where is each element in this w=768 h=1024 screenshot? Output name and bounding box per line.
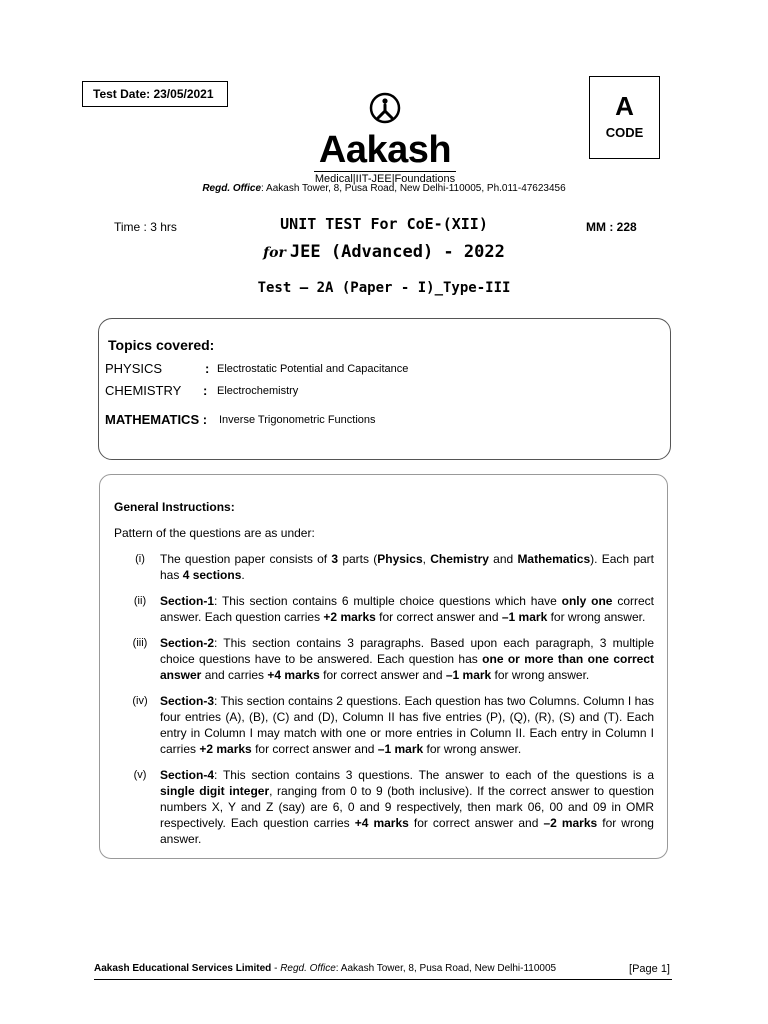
aakash-logo	[310, 92, 460, 185]
test-date: Test Date: 23/05/2021	[82, 81, 228, 107]
exam-title: UNIT TEST For CoE-(XII)	[280, 215, 488, 233]
office-address: : Aakash Tower, 8, Pusa Road, New Delhi-110005, Ph.011-47623456	[261, 183, 566, 194]
item-text: Section-3: This section contains 2 questions. Each question has two Columns. Column I has four entries (A), (B), (C) and (D), Column II has five entries (P), (Q), (R), (S) and (T). Each entry in Column I may match with one or more entries in Column II. Each entry in Column I carries +2 marks for correct answer and –1 mark for wrong answer.	[160, 694, 654, 756]
item-number: (i)	[135, 553, 145, 565]
exam-target: JEE (Advanced) - 2022	[289, 242, 505, 262]
for-word: for	[263, 245, 286, 261]
item-number: (iv)	[132, 695, 148, 707]
brand-name: Aakash	[318, 129, 452, 171]
item-number: (iii)	[132, 637, 148, 649]
footer-office-address: : Aakash Tower, 8, Pusa Road, New Delhi-110005	[335, 963, 557, 974]
paper-code-box	[589, 76, 660, 159]
pattern-line: Pattern of the questions are as under:	[114, 526, 315, 540]
registered-office	[0, 183, 768, 194]
test-name: Test – 2A (Paper - I)_Type-III	[257, 280, 511, 296]
topics-box	[98, 318, 671, 460]
footer-separator: -	[271, 963, 281, 974]
max-marks: MM : 228	[586, 220, 637, 234]
topic-chemistry: Electrochemistry	[217, 385, 299, 397]
footer-office-label: Regd. Office	[280, 963, 336, 974]
item-text: Section-1: This section contains 6 multiple choice questions which have only one correct answer. Each question carries +2 marks for correct answer and –1 mark for wrong answer.	[160, 594, 654, 624]
exam-subtitle	[0, 242, 768, 262]
page-number: [Page 1]	[629, 963, 670, 975]
topics-heading: Topics covered:	[108, 337, 215, 353]
topic-row-physics	[105, 361, 409, 376]
item-text: Section-4: This section contains 3 questions. The answer to each of the questions is a single digit integer, ranging from 0 to 9 (both inclusive). If the correct answer to question numbers X, Y and Z (say) are 6, 0 and 9 respectively, then mark 06, 00 and 09 in OMR respectively. Each question carries +4 marks for correct answer and –2 marks for wrong answer.	[160, 768, 654, 846]
item-number: (v)	[133, 769, 147, 781]
aakash-emblem-icon	[369, 92, 401, 124]
item-number: (ii)	[133, 595, 147, 607]
colon: :	[205, 361, 210, 376]
topic-row-chemistry	[105, 383, 299, 398]
page-footer	[94, 963, 672, 980]
brand-tagline: Medical|IIT-JEE|Foundations	[314, 173, 456, 185]
topic-mathematics: Inverse Trigonometric Functions	[219, 414, 376, 426]
subject-physics: PHYSICS	[105, 361, 163, 376]
item-text: Section-2: This section contains 3 paragraphs. Based upon each paragraph, 3 multiple choice questions have to be answered. Each question has one or more than one correct answer and carries +4 marks for correct answer and –1 mark for wrong answer.	[160, 636, 655, 682]
subject-mathematics: MATHEMATICS :	[105, 412, 208, 427]
topic-physics: Electrostatic Potential and Capacitance	[217, 363, 409, 375]
paper-code-letter: A	[615, 91, 634, 121]
paper-code-label: CODE	[605, 125, 644, 140]
item-text: The question paper consists of 3 parts (Physics, Chemistry and Mathematics). Each part has 4 sections.	[160, 552, 655, 582]
subject-chemistry: CHEMISTRY	[105, 383, 182, 398]
office-label: Regd. Office	[202, 183, 262, 194]
exam-time: Time : 3 hrs	[114, 220, 177, 234]
footer-company: Aakash Educational Services Limited	[94, 963, 272, 974]
colon: :	[203, 383, 208, 398]
instructions-box	[99, 474, 668, 859]
instructions-heading: General Instructions:	[114, 500, 235, 514]
topic-row-mathematics	[105, 412, 376, 427]
